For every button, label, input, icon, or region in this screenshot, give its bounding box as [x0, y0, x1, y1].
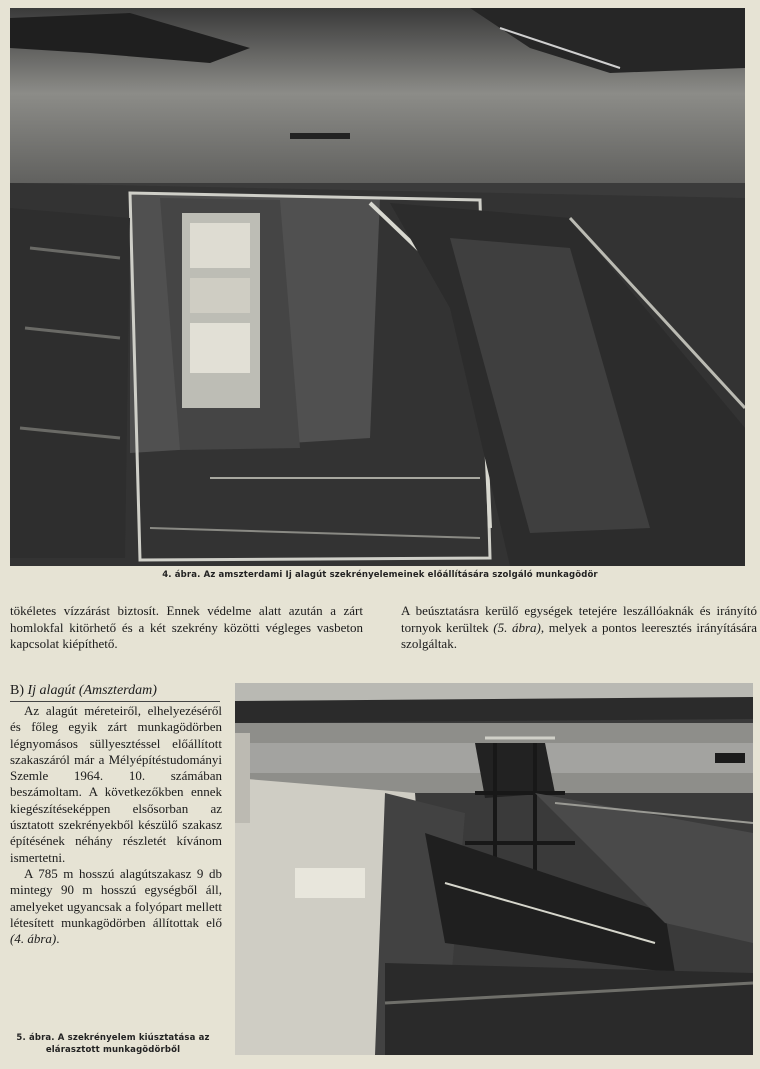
aerial-photo-graphic [10, 8, 745, 566]
figure-5-caption-line-1: 5. ábra. A szekrényelem kiúsztatása az [16, 1033, 210, 1043]
figure-5-reference: (5. ábra) [493, 619, 541, 635]
body-text [10, 703, 222, 947]
section-label: B) [10, 683, 24, 698]
right-column-text-end: , melyek a pontos leeresztés irányítására szolgáltak. [401, 619, 757, 651]
figure-4-caption: 4. ábra. Az amszterdami Ij alagút szekrényelemeinek előállítására szolgáló munkagödör [162, 570, 598, 580]
left-column-paragraph: tökéletes vízzárást biztosít. Ennek védelme alatt azután a zárt homlokfal kitörhető és a két szekrény közötti végleges vasbeton kapcsolat kiépíthető. [10, 603, 363, 651]
body-paragraph-2-end: . [56, 931, 60, 947]
right-column-paragraph [401, 603, 757, 653]
right-text-column [401, 603, 757, 653]
right-column-text-start: A beúsztatásra kerülő egységek tetejére leszállóaknák és irányító tornyok kerültek [401, 603, 757, 635]
body-paragraph-2-text: A 785 m hosszú alagútszakasz 9 db mintegy 90 m hosszú egységből áll, amelyeket ugyancsak a folyópart mellett létesített munkagödörben állítottak elő [10, 865, 222, 930]
photo-floating-element-graphic [235, 683, 753, 1055]
figure-4-reference: (4. ábra) [10, 931, 57, 947]
body-paragraph-1: Az alagút méreteiről, elhelyezéséről és főleg egyik zárt munkagödörben légnyomásos süllyesztéssel előállított szakaszáról már a Mélyépítéstudományi Szemle 1964. 10. számában beszámoltam. A következőkben ennek kiegészítéseképpen elsősorban az úsztatott szekrényekből készülő szakasz építésének néhány részletét kívánom ismertetni. [10, 703, 222, 865]
photo-floating-element [235, 683, 753, 1055]
body-paragraph-2 [10, 866, 222, 947]
section-title: Ij alagút (Amszterdam) [27, 683, 157, 698]
aerial-photo-construction-dock [10, 8, 745, 566]
section-heading [10, 683, 220, 702]
figure-5-caption [6, 1032, 220, 1056]
left-text-column [10, 603, 363, 653]
figure-5-caption-line-2: elárasztott munkagödörből [45, 1045, 181, 1055]
